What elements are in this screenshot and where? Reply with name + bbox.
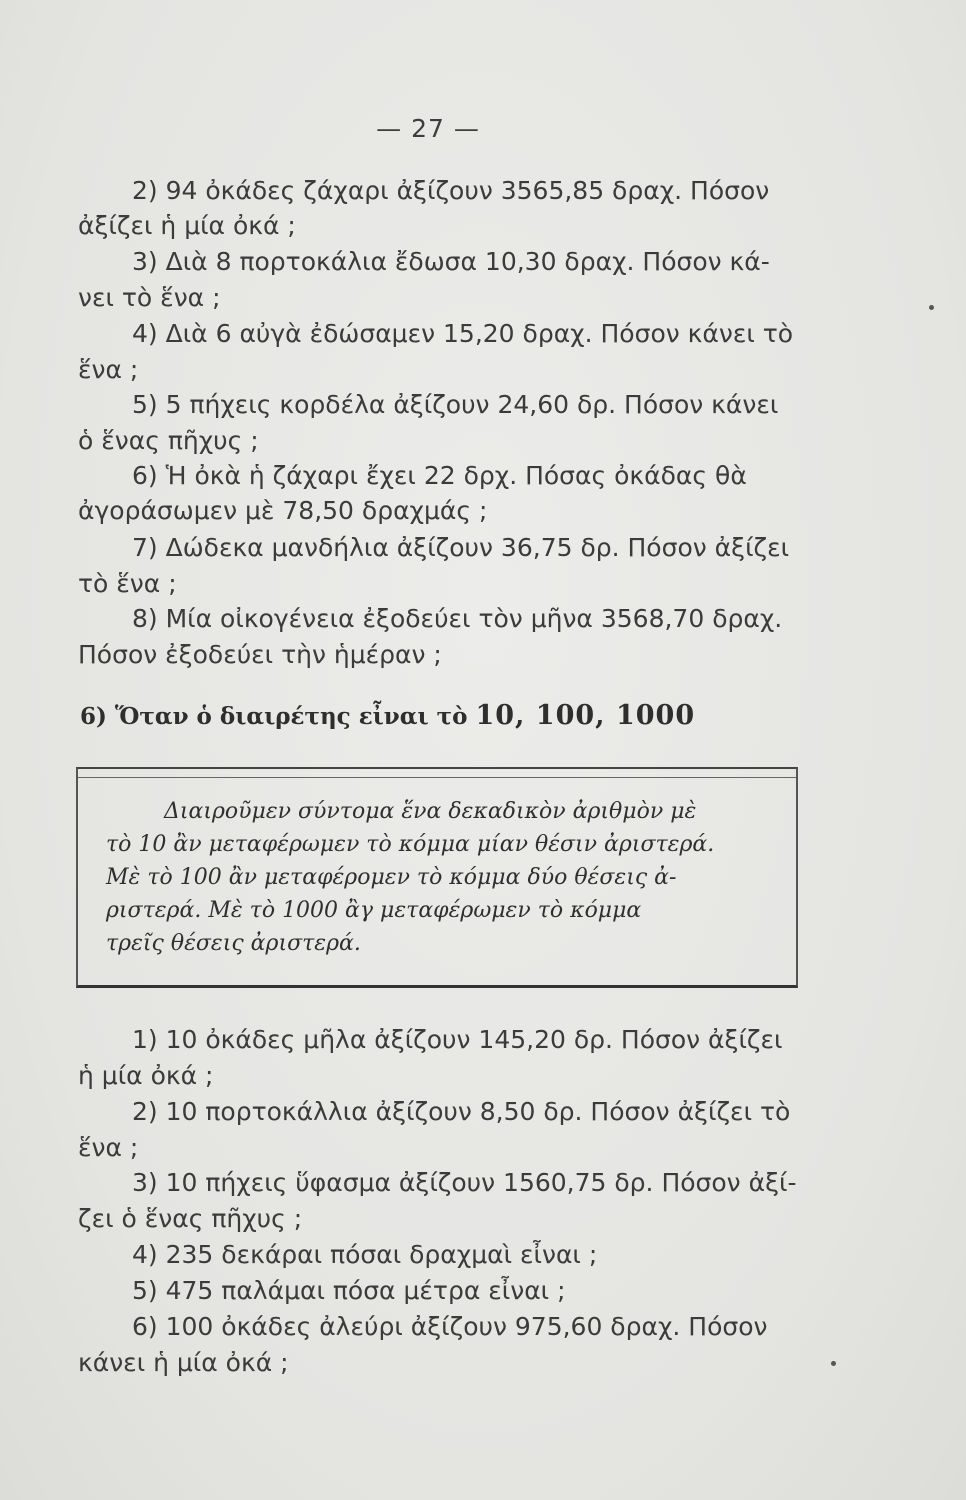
problem-a3-line1: 3) Διὰ 8 πορτοκάλια ἔδωσα 10,30 δραχ. Πόσον κά- <box>132 247 770 276</box>
rule-line-3: Μὲ τὸ 100 ἂν μεταφέρομεν τὸ κόμμα δύο θέσεις ἀ- <box>106 865 677 890</box>
problem-b4-line1: 4) 235 δεκάραι πόσαι δραχμαὶ εἶναι ; <box>132 1240 598 1269</box>
problem-b1-line2: ἡ μία ὀκά ; <box>78 1061 214 1090</box>
rule-box-double-line <box>78 777 796 778</box>
rule-line-5: τρεῖς θέσεις ἀριστερά. <box>106 931 361 956</box>
rule-box <box>76 767 798 988</box>
problem-a8-line2: Πόσον ἐξοδεύει τὴν ἡμέραν ; <box>78 640 442 669</box>
problem-a2-line1: 2) 94 ὀκάδες ζάχαρι ἀξίζουν 3565,85 δραχ. Πόσον <box>132 176 770 205</box>
problem-a4-line1: 4) Διὰ 6 αὐγὰ ἐδώσαμεν 15,20 δραχ. Πόσον κάνει τὸ <box>132 319 794 348</box>
print-speck <box>929 305 934 310</box>
section-heading-label: 6) Ὅταν ὁ διαιρέτης εἶναι τὸ <box>80 703 468 730</box>
problem-b2-line2: ἕνα ; <box>78 1133 139 1162</box>
section-heading <box>80 700 695 731</box>
problem-a5-line1: 5) 5 πήχεις κορδέλα ἀξίζουν 24,60 δρ. Πόσον κάνει <box>132 390 779 419</box>
rule-line-2: τὸ 10 ἂν μεταφέρωμεν τὸ κόμμα μίαν θέσιν ἀριστερά. <box>106 832 715 857</box>
print-speck <box>831 1361 836 1366</box>
problem-a7-line1: 7) Δώδεκα μανδήλια ἀξίζουν 36,75 δρ. Πόσον ἀξίζει <box>132 533 790 562</box>
problem-a6-line1: 6) Ἡ ὀκὰ ἡ ζάχαρι ἔχει 22 δρχ. Πόσας ὀκάδας θὰ <box>132 461 747 490</box>
problem-a4-line2: ἕνα ; <box>78 355 139 384</box>
page-number: — 27 — <box>376 114 480 143</box>
problem-a7-line2: τὸ ἕνα ; <box>78 569 177 598</box>
problem-a5-line2: ὁ ἕνας πῆχυς ; <box>78 426 259 455</box>
problem-b3-line1: 3) 10 πήχεις ὕφασμα ἀξίζουν 1560,75 δρ. Πόσον ἀξί- <box>132 1168 797 1197</box>
problem-b3-line2: ζει ὁ ἕνας πῆχυς ; <box>78 1204 303 1233</box>
problem-b1-line1: 1) 10 ὀκάδες μῆλα ἀξίζουν 145,20 δρ. Πόσον ἀξίζει <box>132 1025 783 1054</box>
problem-a2-line2: ἀξίζει ἡ μία ὀκά ; <box>78 211 296 240</box>
problem-a8-line1: 8) Μία οἰκογένεια ἐξοδεύει τὸν μῆνα 3568,70 δραχ. <box>132 604 783 633</box>
rule-line-4: ριστερά. Μὲ τὸ 1000 ἂγ μεταφέρωμεν τὸ κόμμα <box>106 898 642 923</box>
problem-b6-line2: κάνει ἡ μία ὀκά ; <box>78 1348 289 1377</box>
section-heading-numbers: 10, 100, 1000 <box>475 700 696 731</box>
rule-line-1: Διαιροῦμεν σύντομα ἕνα δεκαδικὸν ἀριθμὸν μὲ <box>164 799 697 824</box>
problem-a6-line2: ἀγοράσωμεν μὲ 78,50 δραχμάς ; <box>78 496 488 525</box>
problem-b5-line1: 5) 475 παλάμαι πόσα μέτρα εἶναι ; <box>132 1276 566 1305</box>
problem-b2-line1: 2) 10 πορτοκάλλια ἀξίζουν 8,50 δρ. Πόσον ἀξίζει τὸ <box>132 1097 791 1126</box>
problem-a3-line2: νει τὸ ἕνα ; <box>78 283 221 312</box>
problem-b6-line1: 6) 100 ὀκάδες ἀλεύρι ἀξίζουν 975,60 δραχ. Πόσον <box>132 1312 768 1341</box>
